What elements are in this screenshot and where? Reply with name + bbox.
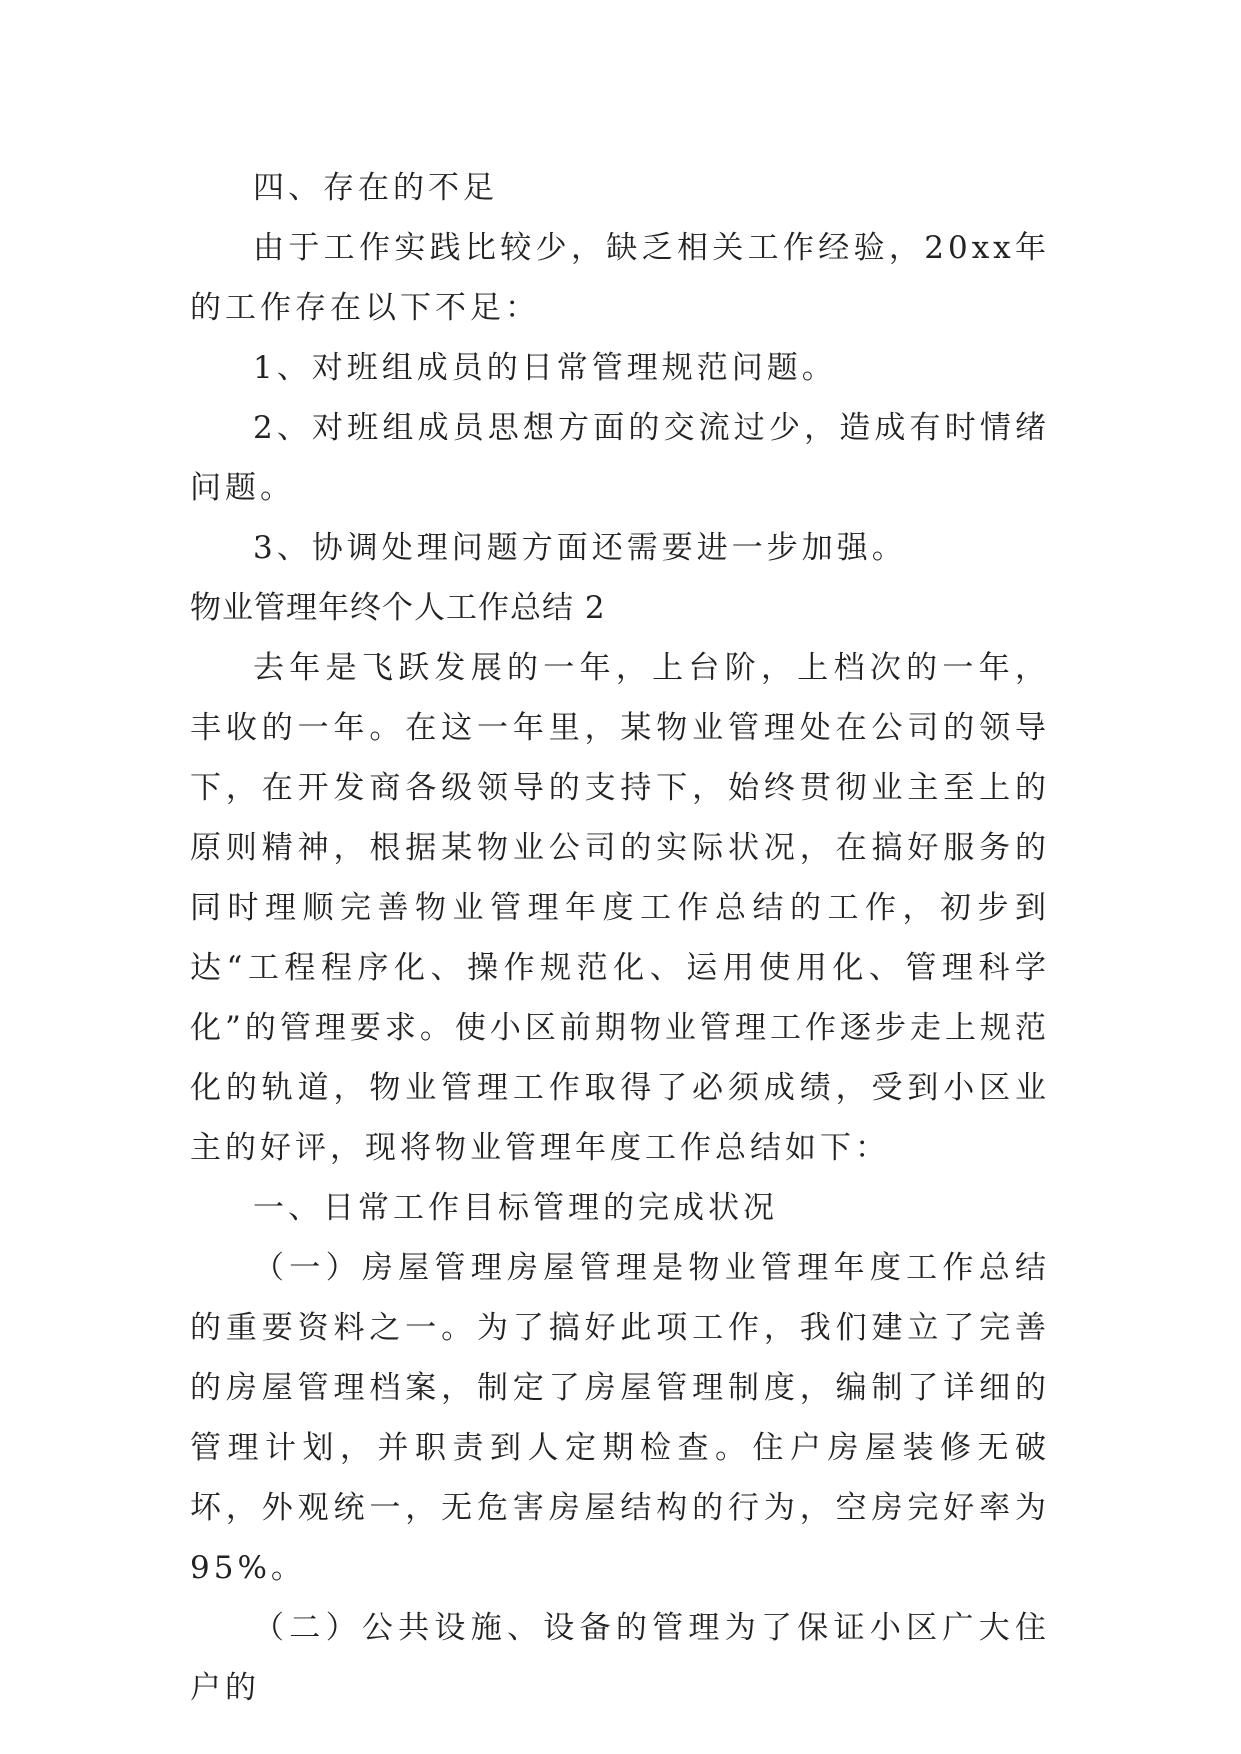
section-heading-targets: 一、日常工作目标管理的完成状况 (253, 1190, 778, 1226)
section-heading-shortcomings: 四、存在的不足 (253, 170, 498, 206)
document-body (190, 158, 1050, 1718)
document-title: 物业管理年终个人工作总结 2 (190, 590, 606, 626)
paragraph: 去年是飞跃发展的一年，上台阶，上档次的一年，丰收的一年。在这一年里，某物业管理处在公司的领导下，在开发商各级领导的支持下，始终贯彻业主至上的原则精神，根据某物业公司的实际状况，在搞好服务的同时理顺完善物业管理年度工作总结的工作，初步到达“工程程序化、操作规范化、运用使用化、管理科学化”的管理要求。使小区前期物业管理工作逐步走上规范化的轨道，物业管理工作取得了必须成绩，受到小区业主的好评，现将物业管理年度工作总结如下： (190, 650, 1050, 1166)
list-item: 1、对班组成员的日常管理规范问题。 (253, 350, 837, 386)
paragraph: （二）公共设施、设备的管理为了保证小区广大住户的 (190, 1610, 1050, 1706)
paragraph: 由于工作实践比较少，缺乏相关工作经验，20xx年的工作存在以下不足： (190, 230, 1050, 326)
list-item: 3、协调处理问题方面还需要进一步加强。 (253, 530, 907, 566)
list-item: 2、对班组成员思想方面的交流过少，造成有时情绪问题。 (190, 410, 1050, 506)
paragraph: （一）房屋管理房屋管理是物业管理年度工作总结的重要资料之一。为了搞好此项工作，我们建立了完善的房屋管理档案，制定了房屋管理制度，编制了详细的管理计划，并职责到人定期检查。住户房屋装修无破坏，外观统一，无危害房屋结构的行为，空房完好率为95%。 (190, 1250, 1050, 1586)
